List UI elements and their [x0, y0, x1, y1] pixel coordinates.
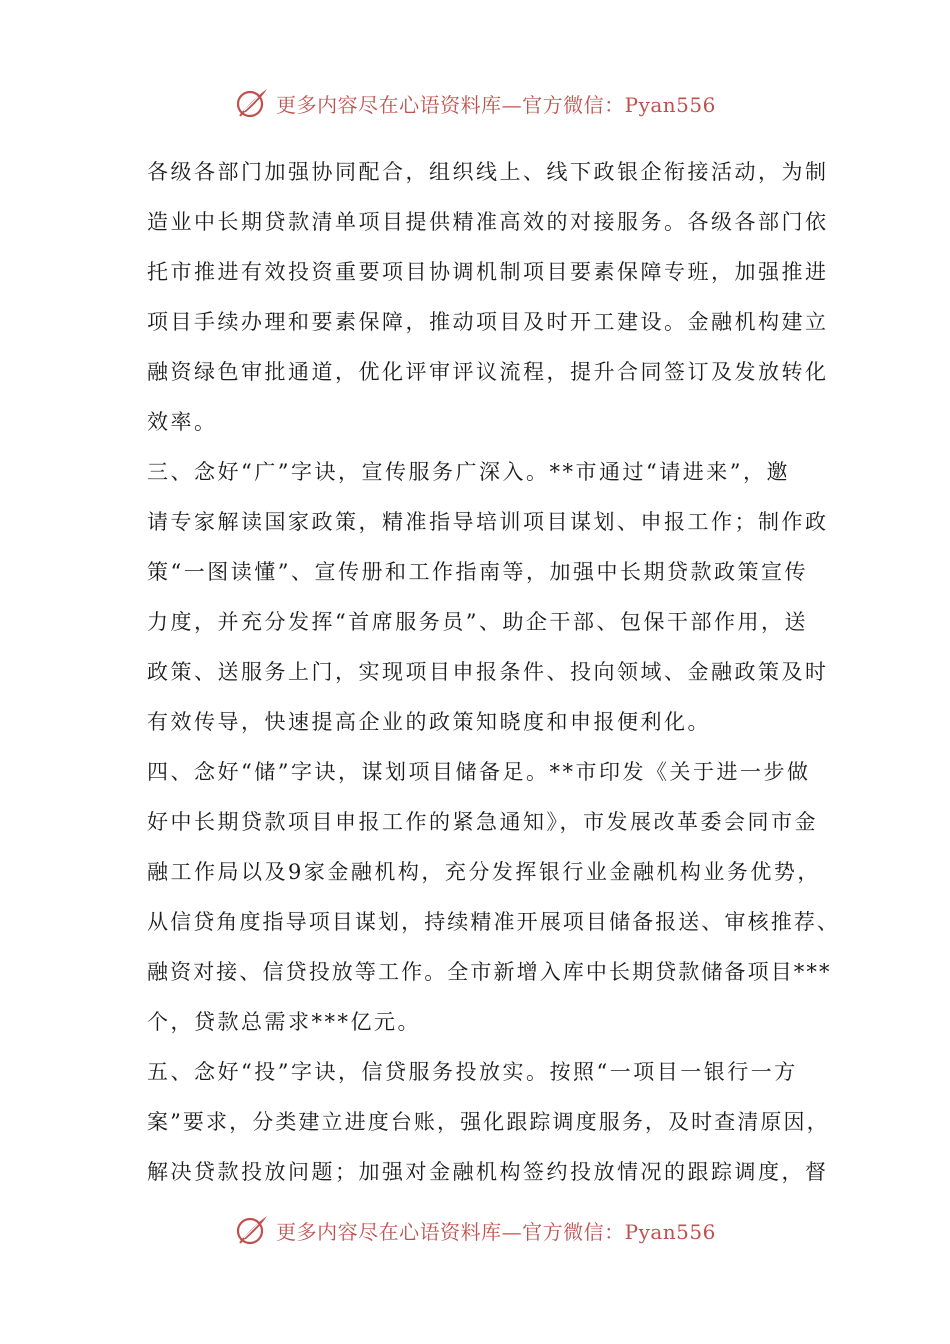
quill-pen-logo-icon — [234, 85, 270, 121]
body-line: 各级各部门加强协同配合，组织线上、线下政银企衔接活动，为制 — [147, 160, 829, 184]
body-line: 融资对接、信贷投放等工作。全市新增入库中长期贷款储备项目*** — [147, 960, 832, 984]
body-line: 个，贷款总需求***亿元。 — [147, 1010, 421, 1034]
body-line: 有效传导，快速提高企业的政策知晓度和申报便利化。 — [147, 710, 711, 734]
body-line: 请专家解读国家政策，精准指导培训项目谋划、申报工作；制作政 — [147, 510, 829, 534]
footer-watermark-banner — [0, 1210, 950, 1250]
quill-pen-logo-icon — [234, 1212, 270, 1248]
body-line: 融工作局以及9家金融机构，充分发挥银行业金融机构业务优势， — [147, 860, 821, 884]
section-heading-line: 四、念好“储”字诀，谋划项目储备足。**市印发《关于进一步做 — [147, 760, 811, 784]
section-heading-line: 三、念好“广”字诀，宣传服务广深入。**市通过“请进来”，邀 — [147, 460, 790, 484]
body-line: 案”要求，分类建立进度台账，强化跟踪调度服务，及时查清原因， — [147, 1110, 830, 1134]
body-line: 融资绿色审批通道，优化评审评议流程，提升合同签订及发放转化 — [147, 360, 829, 384]
body-line: 解决贷款投放问题；加强对金融机构签约投放情况的跟踪调度，督 — [147, 1160, 829, 1184]
body-line: 项目手续办理和要素保障，推动项目及时开工建设。金融机构建立 — [147, 310, 829, 334]
body-line: 力度，并充分发挥“首席服务员”、助企干部、包保干部作用，送 — [147, 610, 808, 634]
body-line: 托市推进有效投资重要项目协调机制项目要素保障专班，加强推进 — [147, 260, 829, 284]
watermark-text: 更多内容尽在心语资料库—官方微信：Pyan556 — [276, 1219, 716, 1244]
body-line: 好中长期贷款项目申报工作的紧急通知》，市发展改革委会同市金 — [147, 810, 818, 834]
header-watermark-banner — [0, 83, 950, 123]
body-line: 效率。 — [147, 410, 218, 434]
body-line: 政策、送服务上门，实现项目申报条件、投向领域、金融政策及时 — [147, 660, 829, 684]
body-line: 造业中长期贷款清单项目提供精准高效的对接服务。各级各部门依 — [147, 210, 829, 234]
body-line: 从信贷角度指导项目谋划，持续精准开展项目储备报送、审核推荐、 — [147, 910, 840, 934]
watermark-text: 更多内容尽在心语资料库—官方微信：Pyan556 — [276, 92, 716, 117]
body-line: 策“一图读懂”、宣传册和工作指南等，加强中长期贷款政策宣传 — [147, 560, 808, 584]
document-body — [147, 147, 840, 1197]
section-heading-line: 五、念好“投”字诀，信贷服务投放实。按照“一项目一银行一方 — [147, 1060, 798, 1084]
